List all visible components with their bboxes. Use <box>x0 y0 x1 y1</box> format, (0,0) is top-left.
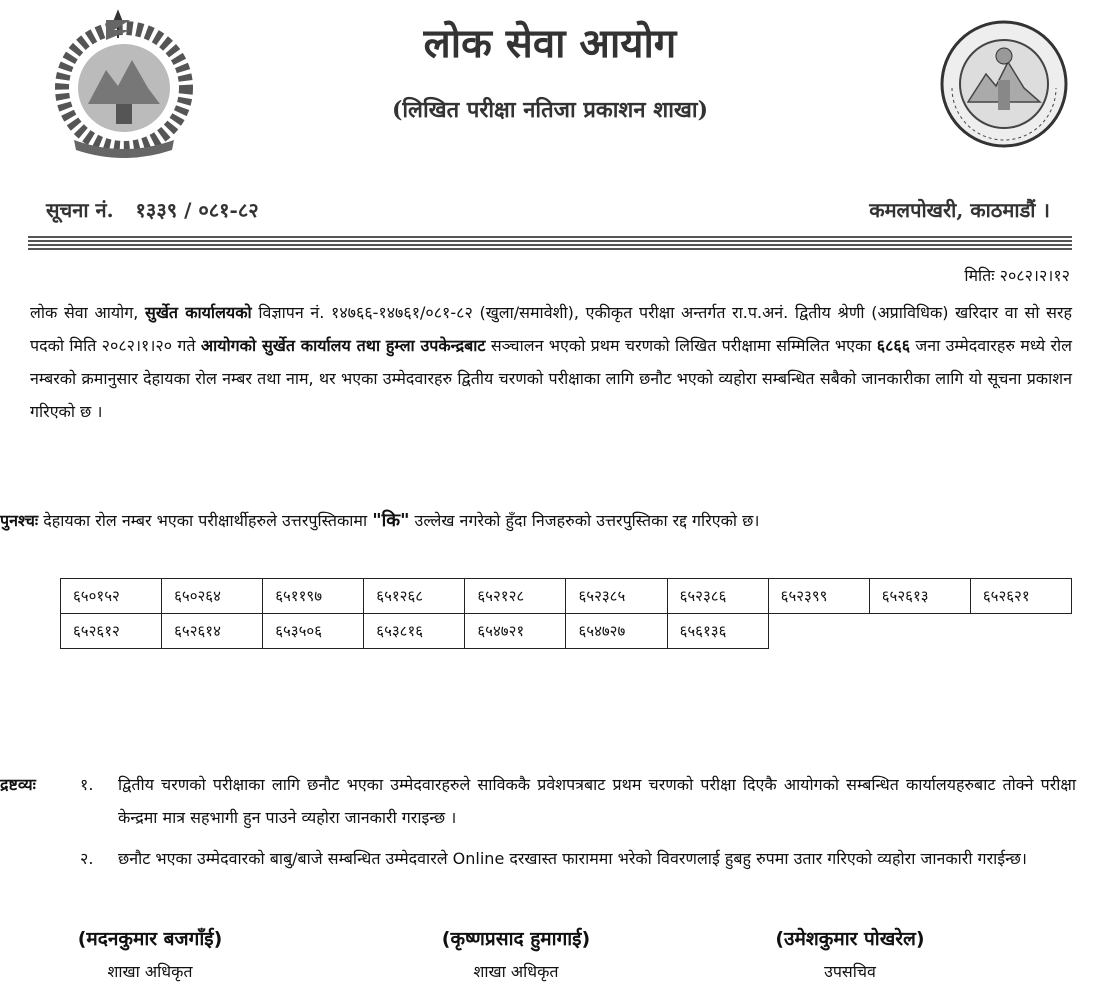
roll-number-cell: ६५०१५२ <box>61 579 162 614</box>
body-text: जना उम्मेदवारहरु मध्ये रोल नम्बरको क्रमानुसार देहायका रोल नम्बर तथा नाम, थर भएका उम्मेदवारहरु द्वितीय चरणको परीक्षाका लागि छनौट भएको व्यहोरा सम्बन्धित सबैको जानकारीका लागि यो सूचना प्रकाशन गरिएको छ । <box>30 336 1072 421</box>
roll-number-cell: ६५२३८६ <box>667 579 768 614</box>
note-number: १. <box>80 775 94 794</box>
roll-number-cell: ६५२३९९ <box>768 579 869 614</box>
notice-number-value: १३३९ / ०८१-८२ <box>135 198 259 222</box>
roll-number-cell: ६५२६१२ <box>61 614 162 649</box>
roll-number-table <box>60 578 1072 649</box>
body-bold-office: सुर्खेत कार्यालयको <box>145 303 252 322</box>
signatory-name: (मदनकुमार बजगाँई) <box>77 928 223 950</box>
roll-number-cell: ६५३८१६ <box>364 614 465 649</box>
body-text: सञ्चालन भएको प्रथम चरणको लिखित परीक्षामा सम्मिलित भएका <box>485 336 877 355</box>
roll-number-cell: ६५२६१४ <box>162 614 263 649</box>
roll-number-cell: ६५६१३६ <box>667 614 768 649</box>
signatory <box>0 926 300 982</box>
body-bold-centre: आयोगको सुर्खेत कार्यालय तथा हुम्ला उपकेन्द्रबाट <box>200 336 486 355</box>
header-divider <box>28 236 1072 250</box>
empty-cell <box>768 614 869 649</box>
roll-number-cell: ६५११९७ <box>263 579 364 614</box>
body-text: लोक सेवा आयोग, <box>30 303 146 322</box>
notice-number <box>46 196 259 223</box>
office-location: कमलपोखरी, काठमाडौं । <box>869 198 1050 222</box>
signatory <box>700 926 1000 982</box>
empty-cell <box>869 614 970 649</box>
body-text: विज्ञापन नं. १४७६६-१४७६१/०८१-८२ (खुला/समावेशी), एकीकृत परीक्षा अन्तर्गत रा.प.अनं. द्वितीय श्रेणी (अप्राविधिक) खरिदार वा सो सरह पदको मिति २०८२।१।२० गते <box>30 303 1072 355</box>
signatory-name: (कृष्णप्रसाद हुमागाई) <box>441 928 591 950</box>
table-row <box>61 614 1072 649</box>
signatory-designation: शाखा अधिकृत <box>473 962 559 981</box>
body-bold-count: ६८६६ <box>876 336 911 355</box>
signatory-designation: शाखा अधिकृत <box>107 962 193 981</box>
roll-number-cell: ६५२१२८ <box>465 579 566 614</box>
page-title: लोक सेवा आयोग <box>423 20 677 67</box>
roll-number-cell: ६५२३८५ <box>566 579 667 614</box>
notice-body <box>30 296 1072 428</box>
signatory <box>366 926 666 982</box>
roll-number-cell: ६५०२६४ <box>162 579 263 614</box>
note-text: छनौट भएका उम्मेदवारको बाबु/बाजे सम्बन्धित उम्मेदवारले Online दरखास्त फाराममा भरेको विवरणलाई हुबहु रुपमा उतार गरिएको व्यहोरा जानकारी गराईन्छ। <box>118 849 1027 868</box>
note-text: द्वितीय चरणको परीक्षाका लागि छनौट भएका उम्मेदवारहरुले साविककै प्रवेशपत्रबाट प्रथम चरणको परीक्षा दिएकै आयोगको सम्बन्धित कार्यालयहरुबाट तोक्ने परीक्षा केन्द्रमा मात्र सहभागी हुन पाउने व्यहोरा जानकारी गराइन्छ । <box>118 775 1076 827</box>
postscript-text: उल्लेख नगरेको हुँदा निजहरुको उत्तरपुस्तिका रद्द गरिएको छ। <box>409 511 760 530</box>
roll-number-cell: ६५४७२७ <box>566 614 667 649</box>
postscript-text: देहायका रोल नम्बर भएका परीक्षार्थीहरुले उत्तरपुस्तिकामा <box>38 511 373 530</box>
notes-label: द्रष्टव्यः <box>0 775 36 794</box>
page-subtitle: (लिखित परीक्षा नतिजा प्रकाशन शाखा) <box>391 97 709 123</box>
postscript-label: पुनश्चः <box>0 511 39 530</box>
roll-number-cell: ६५२६२१ <box>970 579 1071 614</box>
note-number: २. <box>80 849 94 868</box>
notice-number-label: सूचना नं. <box>46 198 114 222</box>
signatory-designation: उपसचिव <box>824 962 876 981</box>
postscript <box>0 508 1100 532</box>
signatory-name: (उमेशकुमार पोखरेल) <box>775 928 925 950</box>
roll-number-cell: ६५१२६८ <box>364 579 465 614</box>
notice-date: मितिः २०८२।२।१२ <box>964 266 1070 285</box>
empty-cell <box>970 614 1071 649</box>
table-row <box>61 579 1072 614</box>
postscript-quoted: "कि" <box>372 510 410 531</box>
roll-number-cell: ६५३५०६ <box>263 614 364 649</box>
roll-number-cell: ६५४७२१ <box>465 614 566 649</box>
roll-number-cell: ६५२६१३ <box>869 579 970 614</box>
